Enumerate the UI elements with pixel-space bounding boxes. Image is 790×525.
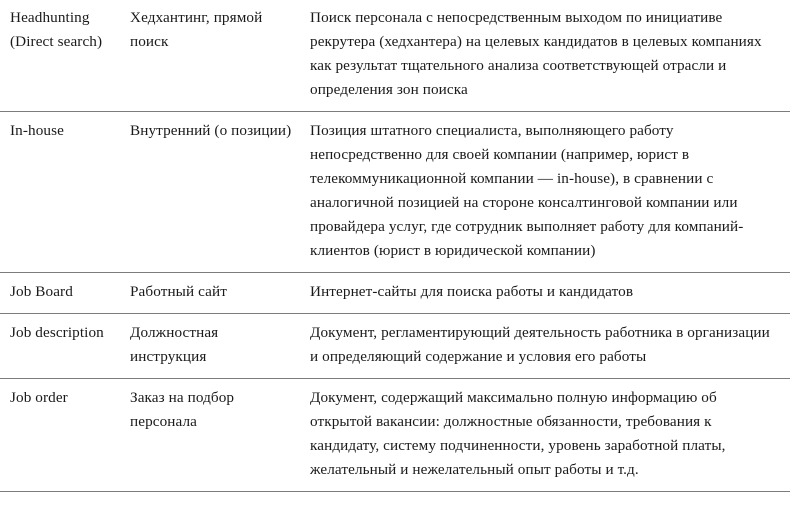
definition-text: Документ, регламентирующий деятельность работника в организации и определяющий содержание и условия его работы bbox=[310, 324, 770, 365]
table-cell-definition bbox=[305, 0, 790, 112]
table-row bbox=[0, 273, 790, 314]
term-ru-text: Работный сайт bbox=[130, 283, 227, 300]
table-cell-definition bbox=[305, 314, 790, 379]
table-cell-term-ru bbox=[130, 273, 305, 314]
table-row bbox=[0, 379, 790, 492]
table-cell-definition bbox=[305, 112, 790, 273]
term-ru-text: Должностная инструкция bbox=[130, 324, 219, 365]
term-ru-text: Внутренний (о позиции) bbox=[130, 122, 292, 139]
term-ru-text: Заказ на подбор персонала bbox=[130, 389, 235, 430]
table-cell-term-en bbox=[0, 273, 130, 314]
table-cell-term-ru bbox=[130, 314, 305, 379]
definition-text: Поиск персонала с непосредственным выходом по инициативе рекрутера (хедхантера) на целевых кандидатов в целевых компаниях как результат тщательного анализа соответствующей отрасли и определения зон поиска bbox=[310, 9, 762, 98]
table-cell-definition bbox=[305, 273, 790, 314]
table-cell-term-en bbox=[0, 314, 130, 379]
term-en-text: In-house bbox=[10, 122, 64, 139]
term-en-text: Headhunting (Direct search) bbox=[10, 9, 103, 50]
definition-text: Позиция штатного специалиста, выполняющего работу непосредственно для своей компании (например, юрист в телекоммуникационной компании — in-house), в сравнении с аналогичной позицией на стороне консалтинговой компании или провайдера услуг, где сотрудник выполняет работу для компаний-клиентов (юрист в юридической компании) bbox=[310, 122, 744, 259]
table-row bbox=[0, 0, 790, 112]
table-cell-term-ru bbox=[130, 112, 305, 273]
table-row bbox=[0, 112, 790, 273]
term-en-text: Job description bbox=[10, 324, 104, 341]
term-en-text: Job order bbox=[10, 389, 68, 406]
table-cell-term-en bbox=[0, 112, 130, 273]
term-en-text: Job Board bbox=[10, 283, 73, 300]
definition-text: Интернет-сайты для поиска работы и кандидатов bbox=[310, 283, 634, 300]
table-row bbox=[0, 314, 790, 379]
definition-text: Документ, содержащий максимально полную информацию об открытой вакансии: должностные обязанности, требования к кандидату, систему подчиненности, уровень заработной платы, желательный и нежелательный опыт работы и т.д. bbox=[310, 389, 726, 478]
table-cell-term-ru bbox=[130, 0, 305, 112]
table-cell-term-en bbox=[0, 379, 130, 492]
table-cell-term-en bbox=[0, 0, 130, 112]
table-cell-definition bbox=[305, 379, 790, 492]
term-ru-text: Хедхантинг, прямой поиск bbox=[130, 9, 263, 50]
table-cell-term-ru bbox=[130, 379, 305, 492]
